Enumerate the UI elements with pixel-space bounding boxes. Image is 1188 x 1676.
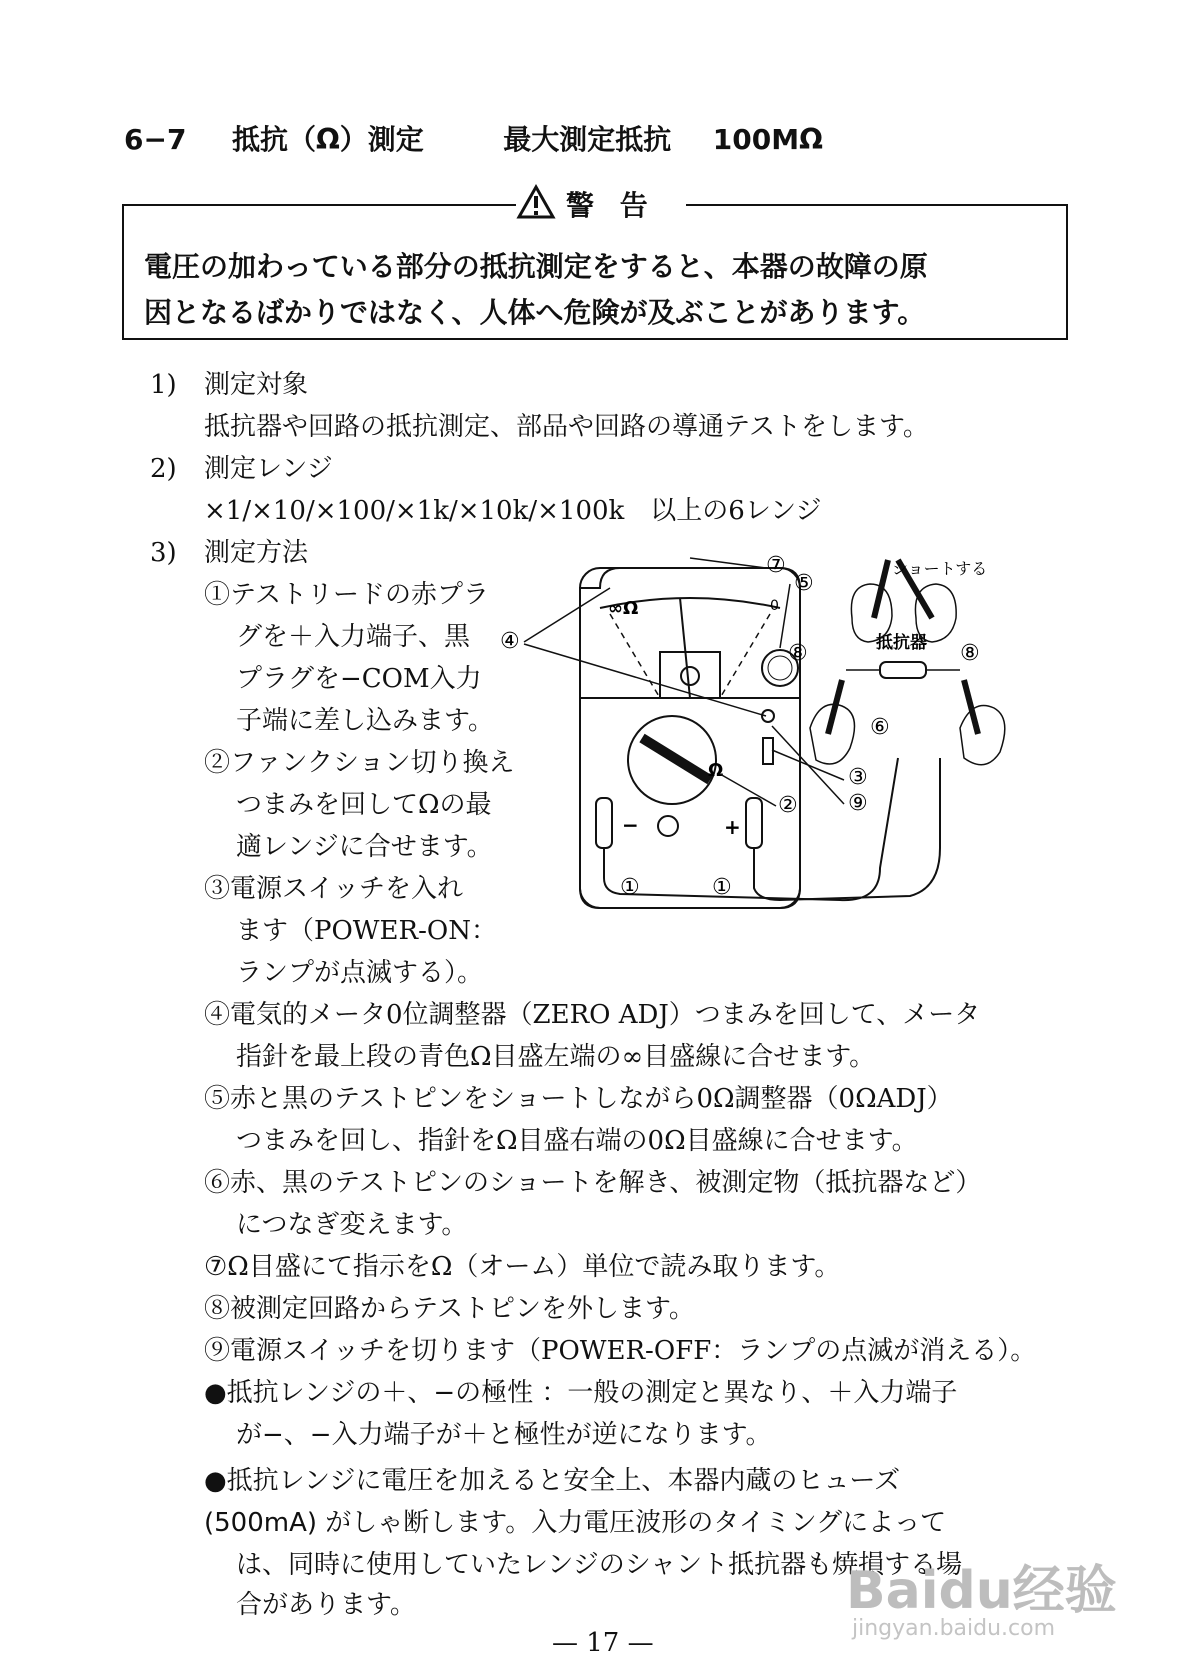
callout-3: ③ (848, 765, 868, 790)
top-left-hand (851, 584, 892, 642)
note-2-line-3: は、同時に使用していたレンジのシャント抵抗器も焼損する場 (236, 1550, 963, 1580)
item-3-number: 3) (150, 538, 177, 568)
red-test-lead (754, 758, 940, 900)
item-1-body: 抵抗器や回路の抵抗測定、部品や回路の導通テストをします。 (204, 412, 929, 442)
callout-group (500, 553, 980, 900)
minus-terminal-label: − (622, 813, 639, 837)
step-5-line-2: つまみを回し、指針をΩ目盛右端の0Ω目盛線に合せます。 (236, 1126, 918, 1156)
step-1-line-3: プラグを−COM入力 (236, 664, 482, 694)
step-6-line-2: につなぎ変えます。 (236, 1210, 468, 1240)
step-2-line-1: ②ファンクション切り換え (204, 748, 515, 778)
black-plug (596, 798, 612, 848)
step-1-line-2: グを＋入力端子、黒 (236, 622, 471, 652)
note-2-line-2: (500mA) がしゃ断します。入力電圧波形のタイミングによって (204, 1508, 947, 1538)
note-1-line-1: ●抵抗レンジの＋、−の極性 ：一般の測定と異なり、＋入力端子 (204, 1378, 958, 1408)
callout-5: ⑤ (794, 571, 814, 596)
step-3-line-1: ③電源スイッチを入れ (204, 874, 463, 904)
note-2-line-4: 合があります。 (236, 1590, 416, 1620)
resistor-body (880, 662, 926, 678)
short-label: ショートする (892, 559, 988, 578)
section-heading (124, 118, 823, 158)
section-number: 6−7 (124, 123, 187, 156)
note-1-line-2: が−、−入力端子が＋と極性が逆になります。 (236, 1420, 772, 1450)
range-ohm-symbol: Ω (708, 760, 724, 781)
resistor-label: 抵抗器 (876, 633, 927, 653)
right-hand (960, 706, 1005, 765)
item-3-heading: 測定方法 (204, 538, 309, 568)
step-9: ⑨電源スイッチを切ります（POWER-OFF：ランプの点滅が消える）。 (204, 1336, 1037, 1366)
callout-6: ⑥ (870, 715, 890, 740)
item-2-heading: 測定レンジ (204, 454, 333, 484)
multimeter-diagram (500, 548, 1080, 938)
scale-guide-right (720, 614, 770, 698)
com-terminal-icon (658, 816, 678, 836)
step-8: ⑧被測定回路からテストピンを外します。 (204, 1294, 695, 1324)
plus-terminal-label: + (724, 815, 741, 839)
black-test-pin (828, 680, 842, 734)
callout-1-left: ① (620, 875, 640, 900)
callout-2: ② (778, 793, 798, 818)
callout-8-right: ⑧ (960, 641, 980, 666)
short-pin-left (874, 560, 888, 618)
step-5-line-1: ⑤赤と黒のテストピンをショートしながら0Ω調整器（0ΩADJ） (204, 1084, 953, 1114)
zero-adj-screw (681, 667, 699, 685)
step-1-line-1: ①テストリードの赤プラ (204, 580, 489, 610)
callout-9: ⑨ (848, 791, 868, 816)
callout-1-right: ① (712, 875, 732, 900)
section-title: 抵抗（Ω）測定 (231, 123, 424, 156)
step-2-line-3: 適レンジに合せます。 (236, 832, 493, 862)
step-2-line-2: つまみを回してΩの最 (236, 790, 492, 820)
warning-text (144, 244, 1054, 336)
warning-title: 警 告 (566, 189, 656, 222)
range-selector-pointer (642, 738, 710, 780)
scale-guide-left (610, 614, 660, 698)
baidu-watermark-logo: Baidu经验 (846, 1561, 1117, 1621)
red-plug (746, 798, 762, 848)
page-number: — 17 — (552, 1628, 654, 1658)
callout-4: ④ (500, 629, 520, 654)
step-6-line-1: ⑥赤、黒のテストピンのショートを解き、被測定物（抵抗器など） (204, 1168, 982, 1198)
step-1-line-4: 子端に差し込みます。 (236, 706, 494, 736)
max-resistance-label: 最大測定抵抗 (503, 123, 672, 156)
note-2-line-1: ●抵抗レンジに電圧を加えると安全上、本器内蔵のヒューズ (204, 1466, 901, 1496)
step-7: ⑦Ω目盛にて指示をΩ（オーム）単位で読み取ります。 (204, 1252, 841, 1282)
step-3-line-2: ます（POWER-ON： (236, 916, 497, 946)
item-2-number: 2) (150, 454, 177, 484)
step-3-line-3: ランプが点滅する）。 (236, 958, 484, 988)
step-4-line-2: 指針を最上段の青色Ω目盛左端の∞目盛線に合せます。 (236, 1042, 876, 1072)
callout-7: ⑦ (766, 553, 786, 578)
item-1-number: 1) (150, 370, 177, 400)
warning-line-2: 因となるばかりではなく、人体へ危険が及ぶことがあります。 (144, 296, 926, 329)
step-4-line-1: ④電気的メータ0位調整器（ZERO ADJ）つまみを回して、メータ (204, 1000, 981, 1030)
max-resistance-value: 100MΩ (712, 123, 823, 156)
scale-infinity-label: ∞Ω (608, 598, 639, 619)
scale-zero-label: 0 (770, 598, 779, 614)
item-1-heading: 測定対象 (204, 370, 309, 400)
power-switch (763, 738, 773, 764)
callout-8-left: ⑧ (788, 641, 808, 666)
baidu-watermark-url: jingyan.baidu.com (852, 1616, 1056, 1641)
item-2-body: ×1/×10/×100/×1k/×10k/×100k 以上の6レンジ (204, 496, 822, 526)
warning-line-1: 電圧の加わっている部分の抵抗測定をすると、本器の故障の原 (144, 250, 928, 283)
